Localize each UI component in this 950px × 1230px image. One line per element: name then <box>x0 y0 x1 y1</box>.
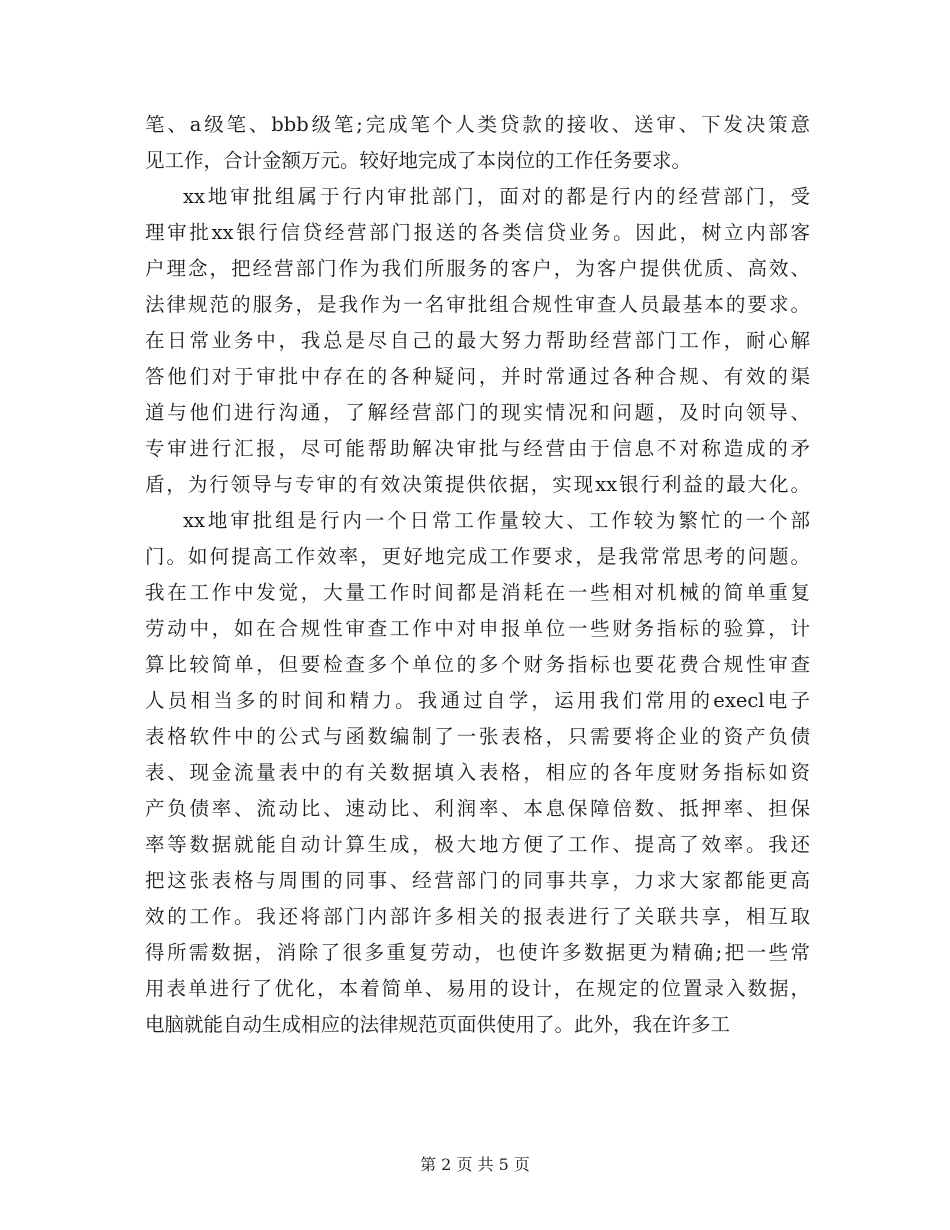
text-line: 表格软件中的公式与函数编制了一张表格，只需要将企业的资产负债 <box>145 725 810 748</box>
text-line: 道与他们进行沟通，了解经营部门的现实情况和问题，及时向领导、 <box>145 401 810 424</box>
document-body <box>145 107 810 1043</box>
text-line: 法律规范的服务，是我作为一名审批组合规性审查人员最基本的要求。 <box>145 293 810 316</box>
text-line: 用表单进行了优化，本着简单、易用的设计，在规定的位置录入数据， <box>145 977 810 1000</box>
text-line: 产负债率、流动比、速动比、利润率、本息保障倍数、抵押率、担保 <box>145 797 810 820</box>
text-line: 电脑就能自动生成相应的法律规范页面供使用了。此外，我在许多工 <box>145 1013 731 1036</box>
text-line: 我在工作中发觉，大量工作时间都是消耗在一些相对机械的简单重复 <box>145 581 810 604</box>
text-line: 表、现金流量表中的有关数据填入表格，相应的各年度财务指标如资 <box>145 761 810 784</box>
text-line: 劳动中，如在合规性审查工作中对申报单位一些财务指标的验算，计 <box>145 617 810 640</box>
text-line: 门。如何提高工作效率，更好地完成工作要求，是我常常思考的问题。 <box>145 545 810 568</box>
text-line: 盾，为行领导与专审的有效决策提供依据，实现xx银行利益的最大化。 <box>145 473 810 496</box>
paragraph-start-line: xx地审批组属于行内审批部门，面对的都是行内的经营部门，受 <box>183 185 810 208</box>
text-line: 得所需数据，消除了很多重复劳动，也使许多数据更为精确;把一些常 <box>145 941 810 964</box>
text-line: 算比较简单，但要检查多个单位的多个财务指标也要花费合规性审查 <box>145 653 810 676</box>
text-line: 笔、a级笔、bbb级笔;完成笔个人类贷款的接收、送审、下发决策意 <box>145 113 810 136</box>
text-line: 率等数据就能自动计算生成，极大地方便了工作、提高了效率。我还 <box>145 833 810 856</box>
paragraph-start-line: xx地审批组是行内一个日常工作量较大、工作较为繁忙的一个部 <box>183 509 810 532</box>
page-number-footer: 第 2 页 共 5 页 <box>420 1155 530 1174</box>
text-line: 专审进行汇报，尽可能帮助解决审批与经营由于信息不对称造成的矛 <box>145 437 810 460</box>
text-line: 户理念，把经营部门作为我们所服务的客户，为客户提供优质、高效、 <box>145 257 810 280</box>
text-line: 见工作，合计金额万元。较好地完成了本岗位的工作任务要求。 <box>145 149 692 172</box>
text-line: 把这张表格与周围的同事、经营部门的同事共享，力求大家都能更高 <box>145 869 810 892</box>
text-line: 效的工作。我还将部门内部许多相关的报表进行了关联共享，相互取 <box>145 905 810 928</box>
text-line: 在日常业务中，我总是尽自己的最大努力帮助经营部门工作，耐心解 <box>145 329 810 352</box>
text-line: 理审批xx银行信贷经营部门报送的各类信贷业务。因此，树立内部客 <box>145 221 810 244</box>
text-line: 答他们对于审批中存在的各种疑问，并时常通过各种合规、有效的渠 <box>145 365 810 388</box>
text-line: 人员相当多的时间和精力。我通过自学，运用我们常用的execl电子 <box>145 689 810 712</box>
